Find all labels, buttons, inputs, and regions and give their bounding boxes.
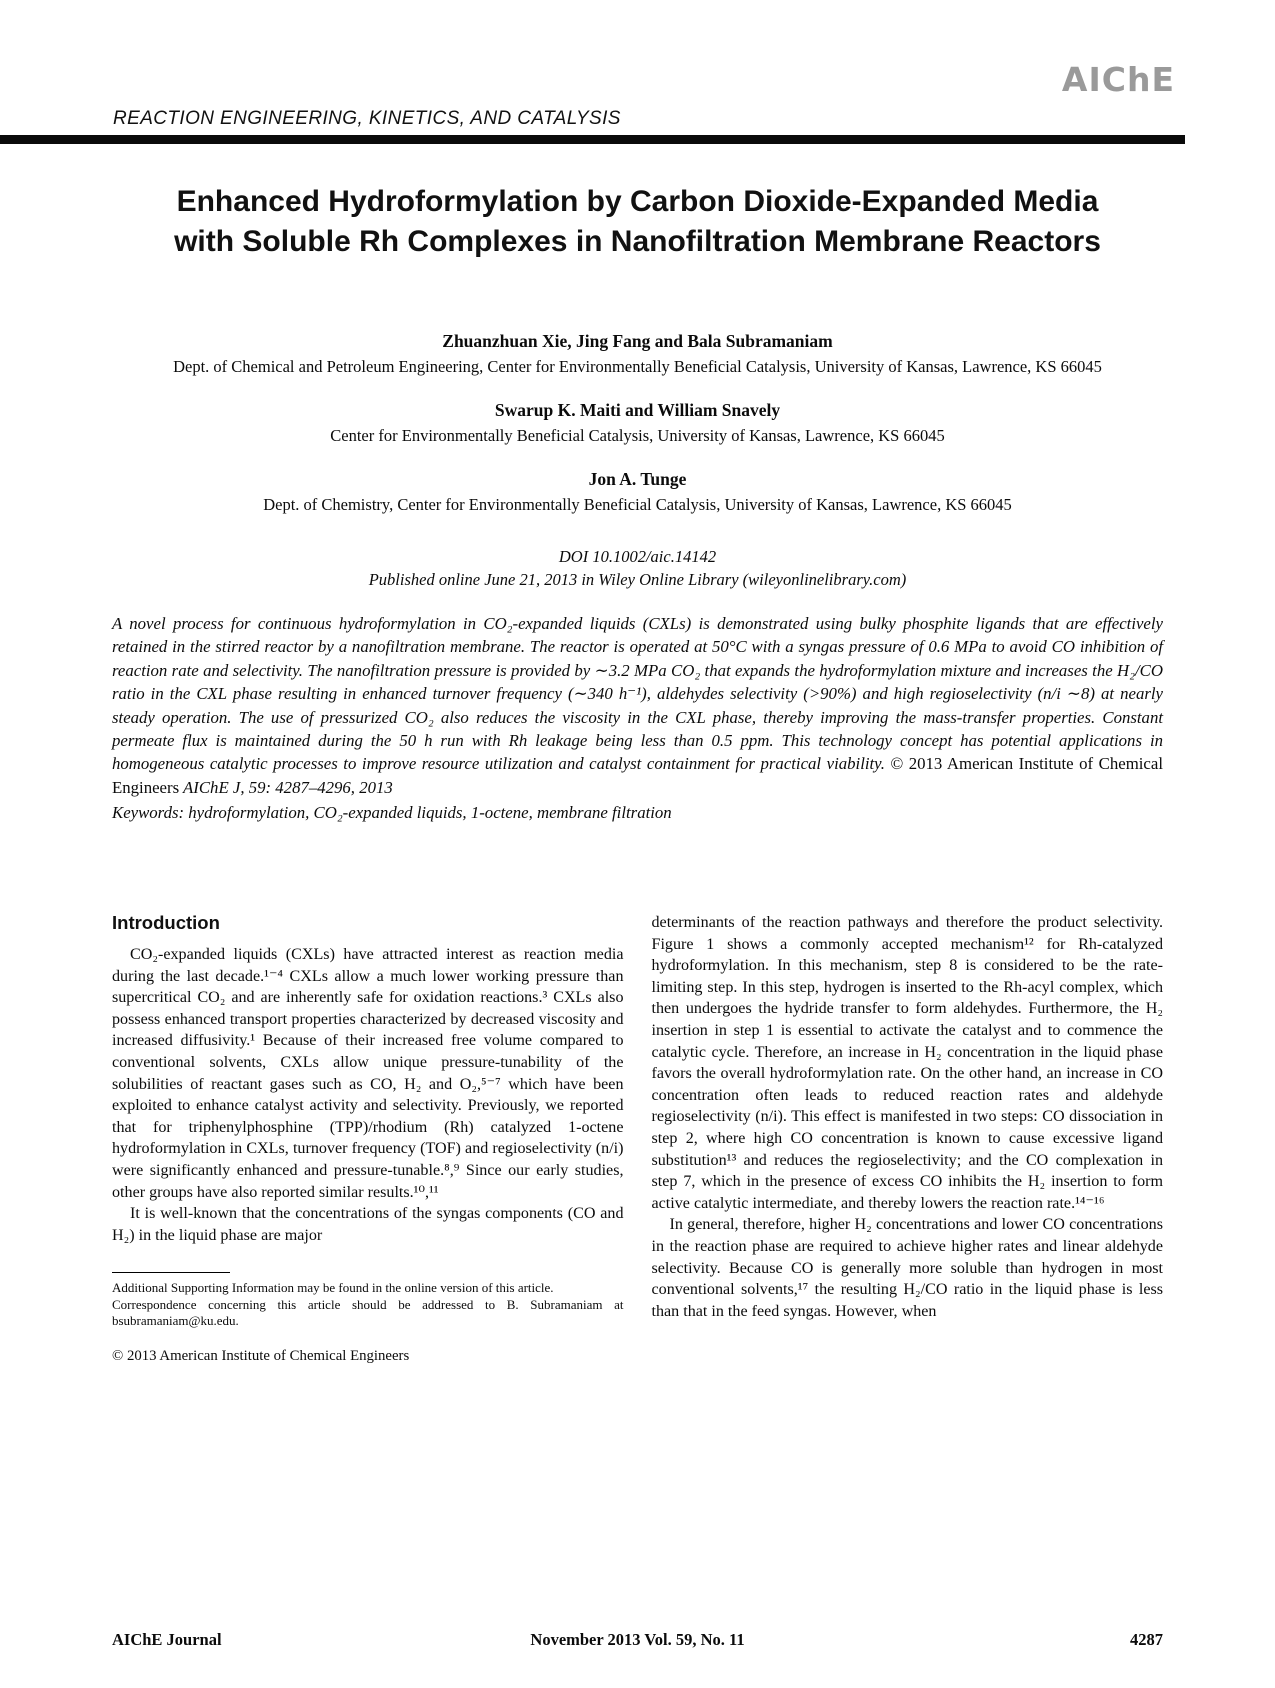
- body-columns: [112, 912, 1163, 1365]
- footnote-correspondence: Correspondence concerning this article should be addressed to B. Subramaniam at bsubramaniam@ku.edu.: [112, 1296, 624, 1329]
- header-rule: [0, 135, 1185, 144]
- intro-heading: Introduction: [112, 912, 220, 933]
- published-line: Published online June 21, 2013 in Wiley Online Library (wileyonlinelibrary.com): [368, 570, 907, 589]
- author-group: [108, 399, 1167, 447]
- author-names: Zhuanzhuan Xie, Jing Fang and Bala Subramaniam: [442, 331, 833, 351]
- paragraph: In general, therefore, higher H₂ concentrations and lower CO concentrations in the reaction phase are required to achieve higher rates and linear aldehyde selectivity. Because CO is generally more soluble than hydrogen in most conventional solvents,¹⁷ the resulting H₂/CO ratio in the liquid phase is less than that in the feed syngas. However, when: [651, 1216, 1163, 1320]
- right-column: [652, 912, 1164, 1365]
- author-names: Swarup K. Maiti and William Snavely: [494, 400, 781, 420]
- footer-page-number: 4287: [1130, 1630, 1163, 1649]
- author-group: [108, 468, 1167, 516]
- author-affiliation: Dept. of Chemical and Petroleum Engineering, Center for Environmentally Beneficial Catalysis, University of Kansas, Lawrence, KS 66045: [173, 357, 1102, 376]
- footnote-block: [112, 1272, 624, 1365]
- abstract-copyright: © 2013 American Institute of Chemical Engineers: [112, 754, 1163, 797]
- aiche-logo: AIChE: [1061, 60, 1175, 99]
- footnote-rule: [112, 1272, 230, 1273]
- article-title: Enhanced Hydroformylation by Carbon Dioxide-Expanded Media with Soluble Rh Complexes in Nanofiltration Membrane Reactors: [174, 185, 1101, 259]
- author-block: [108, 330, 1167, 537]
- author-group: [108, 330, 1167, 378]
- abstract-paragraph: [112, 612, 1163, 799]
- footer-journal-name: AIChE Journal: [112, 1630, 222, 1649]
- footer-issue-info: November 2013 Vol. 59, No. 11: [530, 1630, 745, 1649]
- paragraph: CO₂-expanded liquids (CXLs) have attracted interest as reaction media during the last decade.¹⁻⁴ CXLs allow a much lower working pressure than supercritical CO₂ and are inherently safe for oxidation reactions.³ CXLs also possess enhanced transport properties characterized by decreased viscosity and increased diffusivity.¹ Because of their increased free volume compared to conventional solvents, CXLs allow unique pressure-tunability of the solubilities of reactant gases such as CO, H₂ and O₂,⁵⁻⁷ which have been exploited to enhance catalyst activity and selectivity. Previously, we reported that for triphenylphosphine (TPP)/rhodium (Rh) catalyzed 1-octene hydroformylation in CXLs, turnover frequency (TOF) and regioselectivity (n/i) were significantly enhanced and pressure-tunable.⁸,⁹ Since our early studies, other groups have also reported similar results.¹⁰,¹¹: [112, 946, 624, 1201]
- doi-line: DOI 10.1002/aic.14142: [558, 547, 717, 566]
- left-column: [112, 912, 624, 1365]
- doi-block: [0, 545, 1275, 591]
- author-affiliation: Center for Environmentally Beneficial Catalysis, University of Kansas, Lawrence, KS 66045: [330, 426, 945, 445]
- abstract-citation: AIChE J, 59: 4287–4296, 2013: [183, 777, 393, 797]
- abstract-section: [112, 612, 1163, 825]
- author-affiliation: Dept. of Chemistry, Center for Environmentally Beneficial Catalysis, University of Kansas, Lawrence, KS 66045: [263, 495, 1012, 514]
- running-head: REACTION ENGINEERING, KINETICS, AND CATALYSIS: [113, 108, 621, 129]
- paragraph: determinants of the reaction pathways and therefore the product selectivity. Figure 1 shows a commonly accepted mechanism¹² for Rh-catalyzed hydroformylation. In this mechanism, step 8 is considered to be the rate-limiting step. In this step, hydrogen is inserted to the Rh-acyl complex, which then undergoes the hydride transfer to form aldehydes. Furthermore, the H₂ insertion in step 1 is essential to activate the catalyst and to commence the catalytic cycle. Therefore, an increase in H₂ concentration in the liquid phase favors the overall hydroformylation rate. On the other hand, an increase in CO concentration often leads to reduced reaction rates and aldehyde regioselectivity (n/i). This effect is manifested in two steps: CO dissociation in step 2, where high CO concentration is known to cause excessive ligand substitution¹³ and reduces the regioselectivity; and the CO complexation in step 7, which in the presence of excess CO inhibits the H₂ insertion to form active catalytic intermediate, and thereby lowers the reaction rate.¹⁴⁻¹⁶: [651, 914, 1163, 1212]
- author-names: Jon A. Tunge: [588, 469, 687, 489]
- footnote-supporting: Additional Supporting Information may be found in the online version of this article.: [112, 1280, 554, 1296]
- abstract-text: A novel process for continuous hydroformylation in CO₂-expanded liquids (CXLs) is demonstrated using bulky phosphite ligands that are effectively retained in the stirred reactor by a nanofiltration membrane. The reactor is operated at 50°C with a syngas pressure of 0.6 MPa to avoid CO inhibition of reaction rate and selectivity. The nanofiltration pressure is provided by ∼3.2 MPa CO₂ that expands the hydroformylation mixture and increases the H₂/CO ratio in the CXL phase resulting in enhanced turnover frequency (∼340 h⁻¹), aldehydes selectivity (>90%) and high regioselectivity (n/i ∼8) at nearly steady operation. The use of pressurized CO₂ also reduces the viscosity in the CXL phase, thereby improving the mass-transfer properties. Constant permeate flux is maintained during the 50 h run with Rh leakage being less than 0.5 ppm. This technology concept has potential applications in homogeneous catalytic processes to improve resource utilization and catalyst containment for practical viability.: [112, 614, 1163, 774]
- keywords-line: Keywords: hydroformylation, CO₂-expanded liquids, 1-octene, membrane filtration: [112, 803, 672, 823]
- paragraph: It is well-known that the concentrations of the syngas components (CO and H₂) in the liquid phase are major: [112, 1205, 624, 1244]
- copyright-line: © 2013 American Institute of Chemical Engineers: [112, 1347, 410, 1364]
